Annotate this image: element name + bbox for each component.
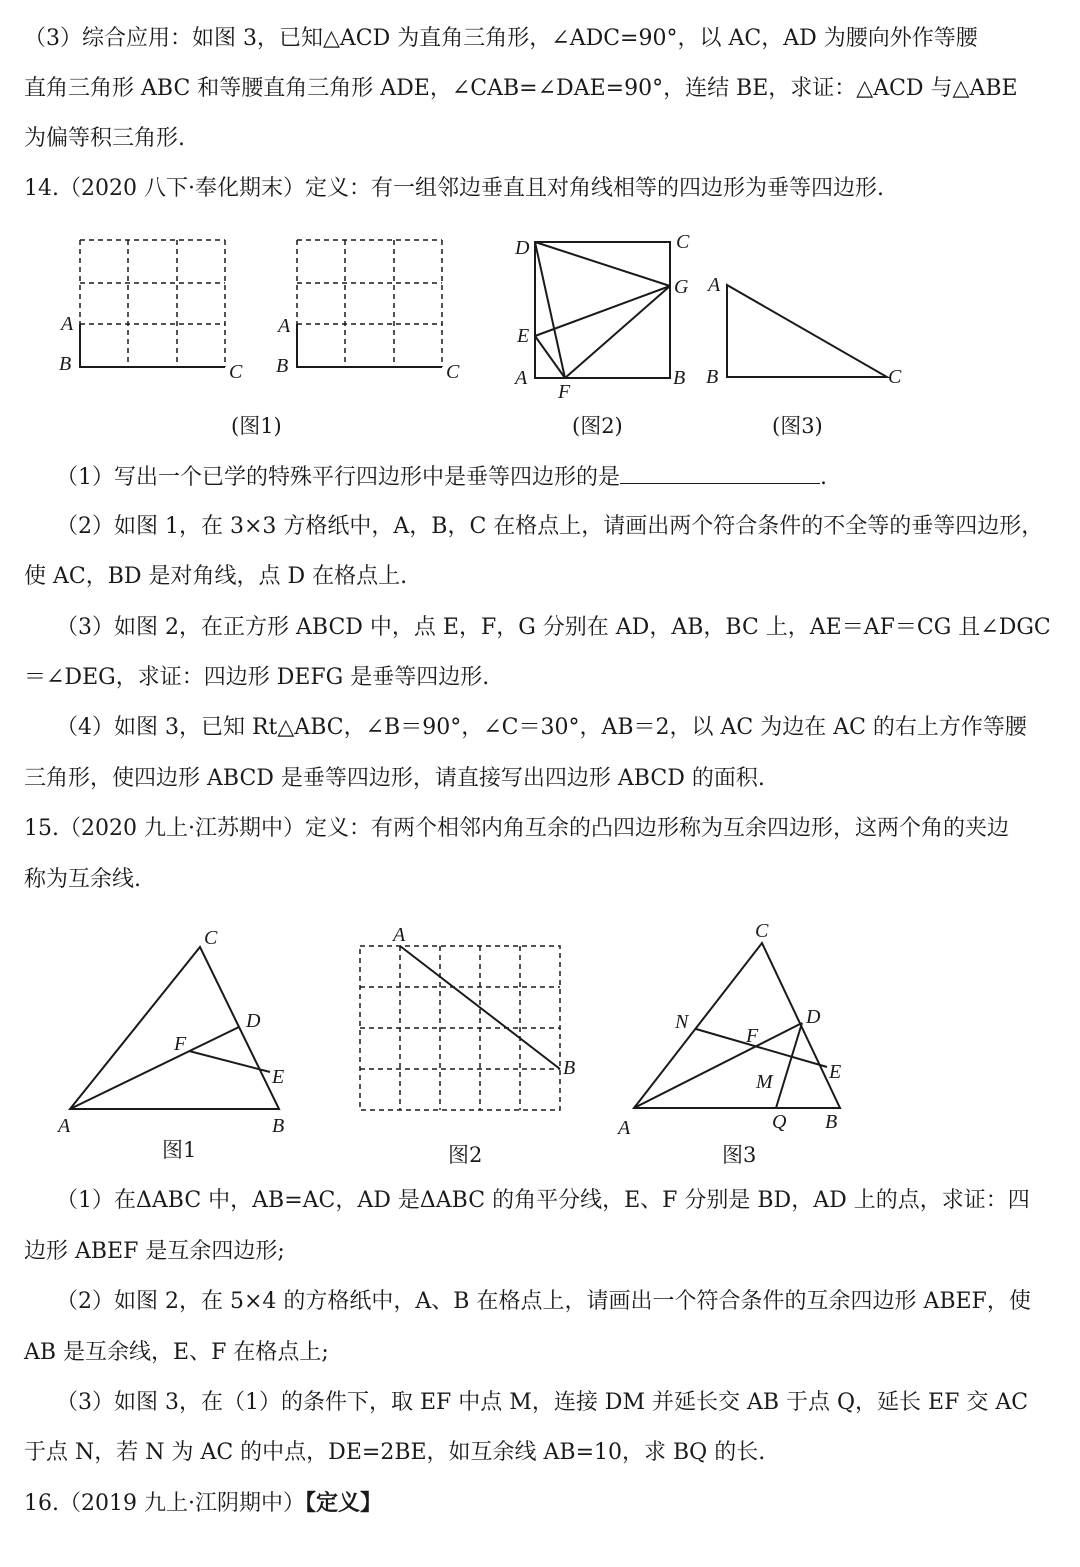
q13-p3-line3: 为偏等积三角形. — [24, 126, 185, 151]
q14-header: 14.（2020 八下·奉化期末）定义：有一组邻边垂直且对角线相等的四边形为垂等四边形. — [24, 176, 884, 201]
q15-p3-line1: （3）如图 3，在（1）的条件下，取 EF 中点 M，连接 DM 并延长交 AB 于点 Q，延长 EF 交 AC — [56, 1390, 1029, 1415]
q15-p1-line1: （1）在ΔABC 中，AB=AC，AD 是ΔABC 的角平分线，E、F 分别是 BD，AD 上的点，求证：四 — [56, 1188, 1030, 1213]
q15-fig3-label-n: N — [675, 1011, 689, 1033]
q14-p1 — [56, 461, 827, 493]
q14-tri-label-c: C — [888, 366, 902, 388]
q14-figure-square — [505, 228, 705, 403]
q15-fig3-label-b: B — [825, 1111, 838, 1133]
q14-sq-label-a: A — [515, 367, 528, 389]
q15-fig1-label-d: D — [246, 1010, 261, 1032]
q15-p3-line2: 于点 N，若 N 为 AC 的中点，DE=2BE，如互余线 AB=10，求 BQ 的长. — [24, 1440, 766, 1465]
q14-caption-2: (图2) — [572, 414, 623, 438]
q15-caption-3: 图3 — [722, 1143, 757, 1167]
q14-sq-label-b: B — [673, 367, 686, 389]
q15-header-line2: 称为互余线. — [24, 867, 141, 892]
q16-header — [24, 1488, 382, 1519]
q14-p1-end: . — [820, 465, 827, 490]
q15-caption-1: 图1 — [162, 1138, 197, 1162]
q14-caption-3: (图3) — [772, 414, 823, 438]
q15-fig3-label-c: C — [755, 920, 769, 942]
q16-definition-heading: 【定义】 — [304, 1490, 382, 1516]
q15-fig1-label-b: B — [272, 1115, 285, 1137]
q15-figure-1 — [50, 920, 310, 1145]
q14-p3-line1: （3）如图 2，在正方形 ABCD 中，点 E，F，G 分别在 AD，AB，BC 上，AE＝AF＝CG 且∠DGC — [56, 615, 1051, 640]
q14-sq-label-f: F — [558, 381, 571, 403]
q15-fig1-label-e: E — [272, 1066, 285, 1088]
q15-p2-line1: （2）如图 2，在 5×4 的方格纸中，A、B 在格点上，请画出一个符合条件的互余四边形 ABEF，使 — [56, 1289, 1031, 1314]
q14-figure-triangle — [700, 265, 920, 390]
q16-header-text: 16.（2019 九上·江阴期中） — [24, 1491, 305, 1516]
q15-p2-line2: AB 是互余线，E、F 在格点上; — [24, 1340, 329, 1365]
q14-caption-1: (图1) — [231, 414, 282, 438]
q14-tri-label-b: B — [706, 366, 719, 388]
q14-figure-1 — [55, 232, 255, 382]
q14-p4-line2: 三角形，使四边形 ABCD 是垂等四边形，请直接写出四边形 ABCD 的面积. — [24, 766, 765, 791]
q14-p2-line1: （2）如图 1，在 3×3 方格纸中，A，B，C 在格点上，请画出两个符合条件的不全等的垂等四边形， — [56, 514, 1044, 539]
q14-fig1-label-a: A — [61, 313, 74, 335]
q15-figure-3 — [612, 916, 872, 1141]
q14-sq-label-e: E — [517, 325, 530, 347]
q15-fig2-label-a: A — [393, 924, 406, 946]
q15-fig2-label-b: B — [563, 1057, 576, 1079]
q14-fig1-label-b: B — [59, 353, 72, 375]
q15-fig3-label-f: F — [746, 1025, 759, 1047]
q14-fig2-label-b: B — [276, 355, 289, 377]
q14-p2-line2: 使 AC，BD 是对角线，点 D 在格点上. — [24, 564, 408, 589]
q14-fig1-label-c: C — [229, 361, 243, 382]
q15-fig1-label-c: C — [204, 927, 218, 949]
answer-blank[interactable] — [620, 461, 820, 484]
q15-fig3-label-a: A — [618, 1117, 631, 1139]
q15-header-line1: 15.（2020 九上·江苏期中）定义：有两个相邻内角互余的凸四边形称为互余四边形，这两个角的夹边 — [24, 816, 1009, 841]
q15-fig3-label-m: M — [756, 1071, 773, 1093]
q15-fig3-label-q: Q — [772, 1111, 787, 1133]
q15-fig3-label-e: E — [829, 1061, 842, 1083]
q15-fig1-label-a: A — [58, 1115, 71, 1137]
q14-p1-text: （1）写出一个已学的特殊平行四边形中是垂等四边形的是 — [56, 465, 620, 490]
q14-sq-label-d: D — [515, 237, 530, 259]
q15-fig1-label-f: F — [174, 1033, 187, 1055]
q14-p4-line1: （4）如图 3，已知 Rt△ABC，∠B＝90°，∠C＝30°，AB＝2，以 AC 为边在 AC 的右上方作等腰 — [56, 715, 1027, 740]
q15-fig3-label-d: D — [806, 1006, 821, 1028]
q13-p3-line2: 直角三角形 ABC 和等腰直角三角形 ADE，∠CAB=∠DAE=90°，连结 BE，求证：△ACD 与△ABE — [24, 76, 1018, 101]
q15-figure-2 — [355, 922, 595, 1122]
q14-sq-label-g: G — [674, 276, 689, 298]
q15-caption-2: 图2 — [448, 1143, 483, 1167]
q14-figure-2 — [272, 232, 472, 382]
q14-p3-line2: ＝∠DEG，求证：四边形 DEFG 是垂等四边形. — [24, 665, 490, 690]
q14-fig2-label-a: A — [278, 315, 291, 337]
q15-p1-line2: 边形 ABEF 是互余四边形; — [24, 1239, 285, 1264]
q13-p3-line1: （3）综合应用：如图 3，已知△ACD 为直角三角形，∠ADC=90°，以 AC，AD 为腰向外作等腰 — [24, 26, 978, 51]
q14-sq-label-c: C — [676, 231, 690, 253]
q14-tri-label-a: A — [708, 274, 721, 296]
q14-fig2-label-c: C — [446, 361, 460, 382]
